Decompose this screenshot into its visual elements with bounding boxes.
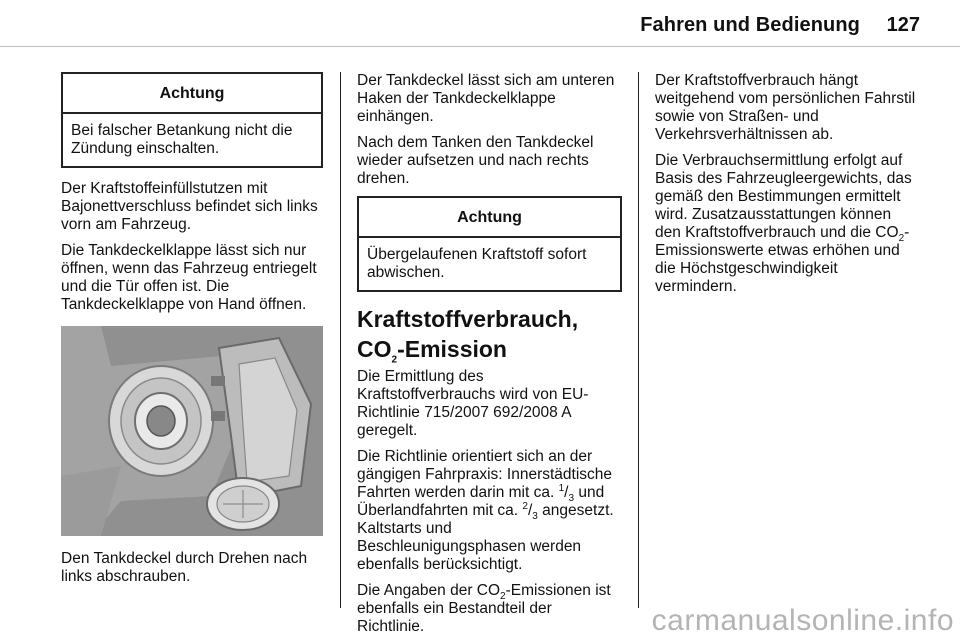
paragraph: Nach dem Tanken den Tankdeckel wieder aufsetzen und nach rechts drehen.	[357, 134, 594, 187]
column-right	[655, 72, 921, 304]
paragraph: Die Richtlinie orientiert sich an der gängigen Fahrpraxis: Innerstädtische Fahrten werden darin mit ca. $^1/_3$ und Überlandfahrten mit ca. $^2/_3$ angesetzt. Kaltstarts und Beschleunigungsphasen werden ebenfalls berücksichtigt.	[357, 448, 614, 573]
page-number: 127	[886, 14, 920, 36]
column-divider	[340, 72, 341, 608]
column-left	[61, 72, 323, 594]
header-rule	[0, 46, 960, 47]
paragraph: Die Tankdeckelklappe lässt sich nur öffnen, wenn das Fahrzeug entriegelt und die Tür offen ist. Die Tankdeckelklappe von Hand öffnen.	[61, 242, 317, 313]
paragraph: Der Kraftstoffeinfüllstutzen mit Bajonettverschluss befindet sich links vorn am Fahrzeug.	[61, 180, 318, 233]
page-header-title: Fahren und Bedienung	[640, 14, 860, 36]
paragraph: Die Angaben der $CO_2$-Emissionen ist ebenfalls ein Bestandteil der Richtlinie.	[357, 582, 611, 635]
column-divider	[638, 72, 639, 608]
paragraph: Der Kraftstoffverbrauch hängt weitgehend vom persönlichen Fahrstil sowie von Straßen- und Verkehrsverhältnissen ab.	[655, 72, 916, 143]
watermark: carmanualsonline.info	[651, 604, 954, 637]
section-title: Kraftstoffverbrauch, $CO_2$-Emission	[357, 306, 579, 366]
warning-box	[357, 196, 622, 292]
paragraph: Die Ermittlung des Kraftstoffverbrauchs wird von EU-Richtlinie 715/2007 692/2008 A geregelt.	[357, 368, 589, 439]
column-middle	[357, 72, 622, 644]
paragraph: Der Tankdeckel lässt sich am unteren Haken der Tankdeckelklappe einhängen.	[357, 72, 615, 125]
warning-title: Achtung	[63, 74, 321, 114]
warning-title: Achtung	[359, 198, 620, 238]
warning-box	[61, 72, 323, 168]
warning-text: Bei falscher Betankung nicht die Zündung einschalten.	[71, 122, 293, 157]
fuel-filler-cap-illustration	[61, 326, 323, 536]
paragraph: Den Tankdeckel durch Drehen nach links abschrauben.	[61, 550, 308, 585]
warning-text: Übergelaufenen Kraftstoff sofort abwischen.	[367, 246, 587, 281]
paragraph: Die Verbrauchsermittlung erfolgt auf Basis des Fahrzeugleergewichts, das gemäß den Bestimmungen ermittelt wird. Zusatzausstattungen können den Kraftstoffverbrauch und die $CO_2$-Emissionswerte etwas erhöhen und die Höchstgeschwindigkeit vermindern.	[655, 152, 912, 295]
